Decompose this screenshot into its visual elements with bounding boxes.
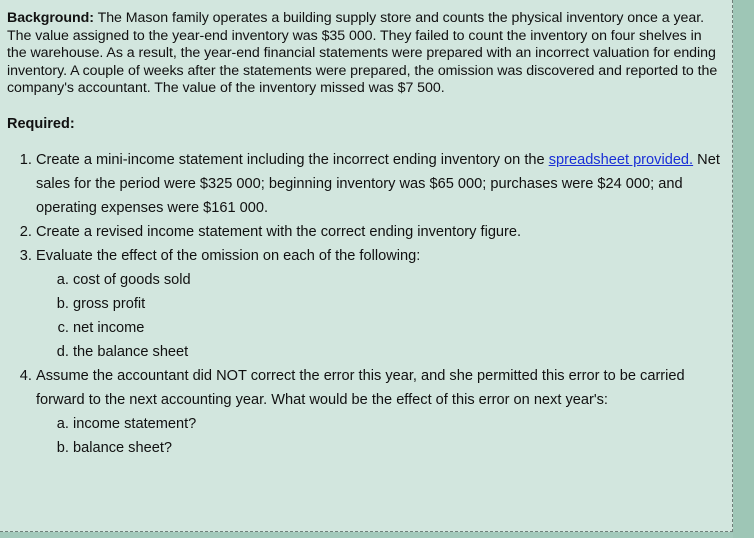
background-label: Background: [7, 10, 94, 26]
question-3-sublist [36, 268, 722, 364]
question-3a: a. cost of goods sold [73, 268, 722, 292]
question-2: 2. Create a revised income statement with the correct ending inventory figure. [36, 220, 722, 244]
background-paragraph [7, 10, 722, 98]
background-text: The Mason family operates a building supply store and counts the physical inventory once a year. The value assigned to the year-end inventory was $35 000. They failed to count the inventory on four shelves in the warehouse. As a result, the year-end financial statements were prepared with an incorrect valuation for ending inventory. A couple of weeks after the statements were prepared, the omission was discovered and reported to the company's accountant. The value of the inventory missed was $7 500. [7, 10, 718, 97]
right-edge-strip [733, 0, 754, 538]
question-1-text-before-link: Create a mini-income statement including the incorrect ending inventory on the [36, 151, 549, 168]
question-4b: b. balance sheet? [73, 436, 722, 460]
question-list [7, 148, 722, 460]
question-3 [36, 244, 722, 364]
question-1 [36, 148, 722, 220]
question-3b: b. gross profit [73, 292, 722, 316]
question-1-text-after-link: Net sales for the period were $325 000; beginning inventory was $65 000; purchases were $24 000; and operating expenses were $161 000. [36, 151, 720, 216]
required-heading: Required: [7, 115, 75, 132]
question-3-text: Evaluate the effect of the omission on each of the following: [36, 247, 421, 264]
question-3c: c. net income [73, 316, 722, 340]
question-4-text: Assume the accountant did NOT correct the error this year, and she permitted this error to be carried forward to the next accounting year. What would be the effect of this error on next year's: [36, 367, 685, 408]
question-3d: d. the balance sheet [73, 340, 722, 364]
spreadsheet-link[interactable]: spreadsheet provided. [548, 151, 694, 168]
question-4 [36, 364, 722, 460]
question-4-sublist [36, 412, 722, 460]
question-4a: a. income statement? [73, 412, 722, 436]
